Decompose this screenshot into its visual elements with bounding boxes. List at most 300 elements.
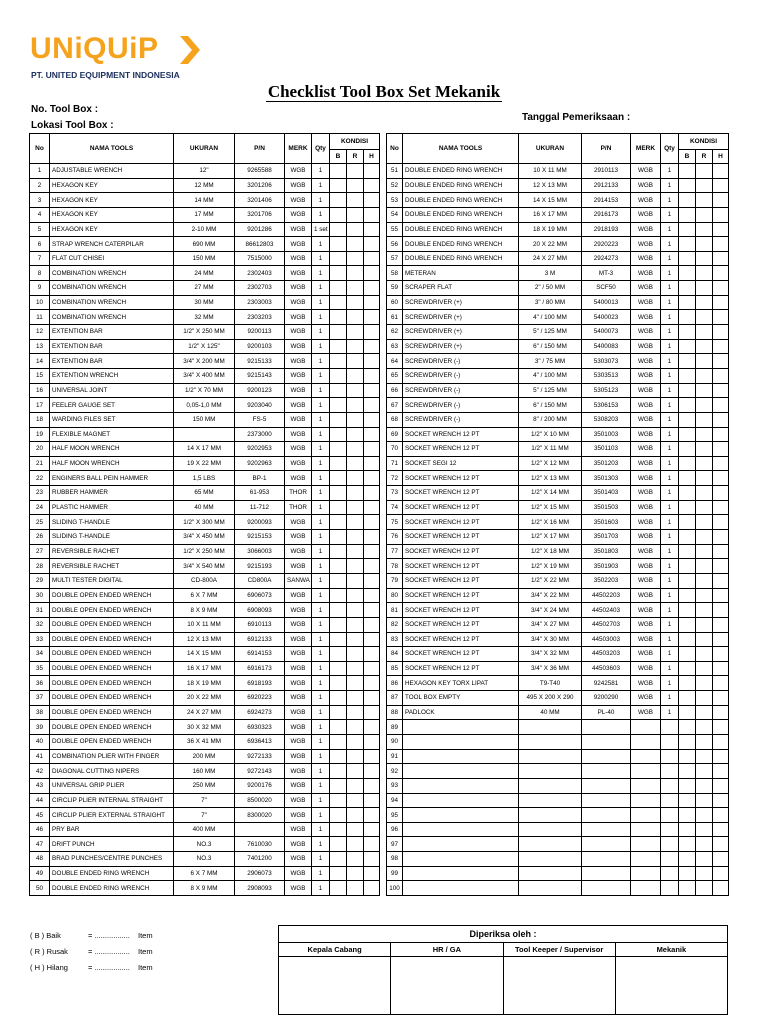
kondisi-r-checkbox[interactable] (347, 691, 364, 706)
sig-box-kepala-cabang[interactable] (279, 957, 391, 1015)
kondisi-h-checkbox[interactable] (713, 222, 729, 237)
kondisi-b-checkbox[interactable] (679, 207, 696, 222)
sig-box-mekanik[interactable] (615, 957, 727, 1015)
kondisi-h-checkbox[interactable] (713, 691, 729, 706)
kondisi-r-checkbox[interactable] (347, 515, 364, 530)
kondisi-b-checkbox[interactable] (330, 325, 347, 340)
kondisi-r-checkbox[interactable] (347, 237, 364, 252)
kondisi-h-checkbox[interactable] (713, 837, 729, 852)
kondisi-b-checkbox[interactable] (330, 764, 347, 779)
kondisi-h-checkbox[interactable] (364, 808, 380, 823)
kondisi-r-checkbox[interactable] (347, 354, 364, 369)
kondisi-r-checkbox[interactable] (696, 837, 713, 852)
kondisi-h-checkbox[interactable] (364, 749, 380, 764)
kondisi-h-checkbox[interactable] (713, 632, 729, 647)
kondisi-r-checkbox[interactable] (347, 705, 364, 720)
kondisi-h-checkbox[interactable] (364, 632, 380, 647)
kondisi-b-checkbox[interactable] (679, 866, 696, 881)
kondisi-h-checkbox[interactable] (713, 368, 729, 383)
kondisi-b-checkbox[interactable] (679, 603, 696, 618)
kondisi-r-checkbox[interactable] (696, 193, 713, 208)
kondisi-h-checkbox[interactable] (713, 588, 729, 603)
kondisi-h-checkbox[interactable] (713, 193, 729, 208)
kondisi-r-checkbox[interactable] (347, 207, 364, 222)
kondisi-b-checkbox[interactable] (330, 222, 347, 237)
kondisi-r-checkbox[interactable] (347, 412, 364, 427)
kondisi-b-checkbox[interactable] (679, 573, 696, 588)
kondisi-r-checkbox[interactable] (696, 705, 713, 720)
kondisi-b-checkbox[interactable] (330, 866, 347, 881)
kondisi-b-checkbox[interactable] (330, 500, 347, 515)
kondisi-b-checkbox[interactable] (679, 266, 696, 281)
kondisi-h-checkbox[interactable] (364, 368, 380, 383)
kondisi-r-checkbox[interactable] (696, 515, 713, 530)
kondisi-b-checkbox[interactable] (679, 588, 696, 603)
kondisi-h-checkbox[interactable] (713, 778, 729, 793)
kondisi-b-checkbox[interactable] (330, 266, 347, 281)
kondisi-h-checkbox[interactable] (364, 354, 380, 369)
kondisi-r-checkbox[interactable] (347, 749, 364, 764)
kondisi-b-checkbox[interactable] (679, 764, 696, 779)
kondisi-h-checkbox[interactable] (364, 266, 380, 281)
kondisi-r-checkbox[interactable] (696, 691, 713, 706)
kondisi-b-checkbox[interactable] (330, 251, 347, 266)
kondisi-h-checkbox[interactable] (713, 734, 729, 749)
kondisi-h-checkbox[interactable] (364, 471, 380, 486)
kondisi-h-checkbox[interactable] (364, 500, 380, 515)
kondisi-r-checkbox[interactable] (347, 178, 364, 193)
kondisi-b-checkbox[interactable] (679, 881, 696, 896)
kondisi-h-checkbox[interactable] (713, 852, 729, 867)
kondisi-b-checkbox[interactable] (679, 471, 696, 486)
kondisi-r-checkbox[interactable] (696, 471, 713, 486)
kondisi-r-checkbox[interactable] (696, 808, 713, 823)
kondisi-h-checkbox[interactable] (713, 295, 729, 310)
kondisi-h-checkbox[interactable] (364, 310, 380, 325)
kondisi-r-checkbox[interactable] (347, 603, 364, 618)
kondisi-b-checkbox[interactable] (330, 720, 347, 735)
kondisi-r-checkbox[interactable] (696, 412, 713, 427)
sig-box-hr-ga[interactable] (391, 957, 503, 1015)
kondisi-h-checkbox[interactable] (364, 720, 380, 735)
kondisi-r-checkbox[interactable] (696, 764, 713, 779)
kondisi-h-checkbox[interactable] (713, 808, 729, 823)
kondisi-h-checkbox[interactable] (713, 486, 729, 501)
kondisi-r-checkbox[interactable] (347, 442, 364, 457)
kondisi-h-checkbox[interactable] (364, 603, 380, 618)
kondisi-r-checkbox[interactable] (347, 339, 364, 354)
kondisi-b-checkbox[interactable] (330, 178, 347, 193)
kondisi-b-checkbox[interactable] (330, 530, 347, 545)
kondisi-b-checkbox[interactable] (330, 368, 347, 383)
kondisi-b-checkbox[interactable] (330, 471, 347, 486)
kondisi-b-checkbox[interactable] (679, 500, 696, 515)
kondisi-h-checkbox[interactable] (364, 383, 380, 398)
kondisi-b-checkbox[interactable] (679, 837, 696, 852)
kondisi-h-checkbox[interactable] (364, 764, 380, 779)
kondisi-h-checkbox[interactable] (364, 778, 380, 793)
kondisi-r-checkbox[interactable] (696, 339, 713, 354)
kondisi-r-checkbox[interactable] (696, 486, 713, 501)
kondisi-b-checkbox[interactable] (679, 852, 696, 867)
kondisi-r-checkbox[interactable] (347, 720, 364, 735)
kondisi-b-checkbox[interactable] (330, 295, 347, 310)
kondisi-h-checkbox[interactable] (364, 573, 380, 588)
kondisi-b-checkbox[interactable] (330, 193, 347, 208)
kondisi-b-checkbox[interactable] (679, 559, 696, 574)
kondisi-r-checkbox[interactable] (696, 852, 713, 867)
kondisi-b-checkbox[interactable] (679, 749, 696, 764)
kondisi-r-checkbox[interactable] (347, 251, 364, 266)
kondisi-h-checkbox[interactable] (713, 676, 729, 691)
kondisi-r-checkbox[interactable] (696, 398, 713, 413)
kondisi-b-checkbox[interactable] (679, 222, 696, 237)
kondisi-h-checkbox[interactable] (364, 281, 380, 296)
kondisi-b-checkbox[interactable] (330, 456, 347, 471)
kondisi-h-checkbox[interactable] (364, 734, 380, 749)
kondisi-b-checkbox[interactable] (330, 412, 347, 427)
kondisi-r-checkbox[interactable] (347, 281, 364, 296)
kondisi-h-checkbox[interactable] (713, 544, 729, 559)
kondisi-h-checkbox[interactable] (713, 764, 729, 779)
kondisi-b-checkbox[interactable] (679, 632, 696, 647)
kondisi-b-checkbox[interactable] (679, 456, 696, 471)
kondisi-h-checkbox[interactable] (364, 251, 380, 266)
kondisi-r-checkbox[interactable] (696, 456, 713, 471)
kondisi-h-checkbox[interactable] (364, 295, 380, 310)
kondisi-h-checkbox[interactable] (364, 852, 380, 867)
kondisi-r-checkbox[interactable] (696, 251, 713, 266)
kondisi-r-checkbox[interactable] (696, 354, 713, 369)
kondisi-r-checkbox[interactable] (696, 544, 713, 559)
kondisi-r-checkbox[interactable] (696, 881, 713, 896)
kondisi-b-checkbox[interactable] (679, 676, 696, 691)
kondisi-h-checkbox[interactable] (713, 442, 729, 457)
kondisi-b-checkbox[interactable] (330, 852, 347, 867)
kondisi-b-checkbox[interactable] (679, 354, 696, 369)
kondisi-h-checkbox[interactable] (364, 837, 380, 852)
kondisi-b-checkbox[interactable] (679, 368, 696, 383)
kondisi-b-checkbox[interactable] (679, 822, 696, 837)
kondisi-r-checkbox[interactable] (696, 442, 713, 457)
kondisi-b-checkbox[interactable] (679, 193, 696, 208)
kondisi-r-checkbox[interactable] (347, 734, 364, 749)
kondisi-b-checkbox[interactable] (330, 808, 347, 823)
kondisi-b-checkbox[interactable] (330, 164, 347, 179)
kondisi-b-checkbox[interactable] (330, 281, 347, 296)
kondisi-h-checkbox[interactable] (364, 456, 380, 471)
kondisi-b-checkbox[interactable] (330, 837, 347, 852)
kondisi-h-checkbox[interactable] (713, 471, 729, 486)
kondisi-b-checkbox[interactable] (679, 617, 696, 632)
kondisi-b-checkbox[interactable] (679, 705, 696, 720)
kondisi-h-checkbox[interactable] (713, 398, 729, 413)
kondisi-h-checkbox[interactable] (364, 427, 380, 442)
kondisi-b-checkbox[interactable] (679, 398, 696, 413)
kondisi-b-checkbox[interactable] (679, 325, 696, 340)
kondisi-h-checkbox[interactable] (364, 676, 380, 691)
kondisi-r-checkbox[interactable] (347, 456, 364, 471)
kondisi-b-checkbox[interactable] (679, 808, 696, 823)
kondisi-b-checkbox[interactable] (679, 383, 696, 398)
kondisi-r-checkbox[interactable] (696, 822, 713, 837)
kondisi-r-checkbox[interactable] (696, 178, 713, 193)
kondisi-b-checkbox[interactable] (679, 339, 696, 354)
kondisi-h-checkbox[interactable] (364, 588, 380, 603)
kondisi-h-checkbox[interactable] (713, 339, 729, 354)
kondisi-b-checkbox[interactable] (679, 793, 696, 808)
kondisi-r-checkbox[interactable] (696, 164, 713, 179)
kondisi-r-checkbox[interactable] (347, 852, 364, 867)
kondisi-h-checkbox[interactable] (713, 310, 729, 325)
kondisi-b-checkbox[interactable] (330, 881, 347, 896)
kondisi-b-checkbox[interactable] (679, 778, 696, 793)
kondisi-b-checkbox[interactable] (679, 544, 696, 559)
kondisi-r-checkbox[interactable] (347, 544, 364, 559)
kondisi-b-checkbox[interactable] (330, 310, 347, 325)
kondisi-r-checkbox[interactable] (347, 588, 364, 603)
kondisi-h-checkbox[interactable] (364, 866, 380, 881)
kondisi-b-checkbox[interactable] (330, 339, 347, 354)
kondisi-r-checkbox[interactable] (696, 734, 713, 749)
kondisi-b-checkbox[interactable] (330, 398, 347, 413)
kondisi-r-checkbox[interactable] (696, 559, 713, 574)
kondisi-b-checkbox[interactable] (330, 207, 347, 222)
kondisi-r-checkbox[interactable] (696, 866, 713, 881)
kondisi-b-checkbox[interactable] (679, 164, 696, 179)
kondisi-h-checkbox[interactable] (364, 647, 380, 662)
kondisi-b-checkbox[interactable] (679, 178, 696, 193)
kondisi-r-checkbox[interactable] (347, 471, 364, 486)
kondisi-r-checkbox[interactable] (696, 266, 713, 281)
kondisi-b-checkbox[interactable] (330, 544, 347, 559)
kondisi-r-checkbox[interactable] (347, 764, 364, 779)
kondisi-r-checkbox[interactable] (696, 588, 713, 603)
kondisi-r-checkbox[interactable] (696, 793, 713, 808)
kondisi-b-checkbox[interactable] (679, 295, 696, 310)
kondisi-r-checkbox[interactable] (347, 573, 364, 588)
kondisi-r-checkbox[interactable] (696, 778, 713, 793)
kondisi-r-checkbox[interactable] (696, 647, 713, 662)
kondisi-h-checkbox[interactable] (713, 661, 729, 676)
kondisi-r-checkbox[interactable] (696, 661, 713, 676)
kondisi-h-checkbox[interactable] (364, 222, 380, 237)
kondisi-h-checkbox[interactable] (364, 661, 380, 676)
kondisi-b-checkbox[interactable] (330, 383, 347, 398)
kondisi-r-checkbox[interactable] (347, 676, 364, 691)
kondisi-b-checkbox[interactable] (330, 749, 347, 764)
kondisi-r-checkbox[interactable] (696, 603, 713, 618)
kondisi-r-checkbox[interactable] (347, 295, 364, 310)
kondisi-b-checkbox[interactable] (330, 734, 347, 749)
kondisi-b-checkbox[interactable] (330, 442, 347, 457)
kondisi-b-checkbox[interactable] (679, 734, 696, 749)
kondisi-h-checkbox[interactable] (364, 339, 380, 354)
kondisi-b-checkbox[interactable] (330, 427, 347, 442)
kondisi-h-checkbox[interactable] (364, 822, 380, 837)
kondisi-r-checkbox[interactable] (347, 427, 364, 442)
kondisi-b-checkbox[interactable] (330, 237, 347, 252)
kondisi-b-checkbox[interactable] (679, 251, 696, 266)
kondisi-h-checkbox[interactable] (713, 866, 729, 881)
kondisi-h-checkbox[interactable] (713, 237, 729, 252)
kondisi-h-checkbox[interactable] (713, 793, 729, 808)
kondisi-r-checkbox[interactable] (347, 164, 364, 179)
kondisi-r-checkbox[interactable] (347, 325, 364, 340)
kondisi-r-checkbox[interactable] (347, 530, 364, 545)
kondisi-b-checkbox[interactable] (330, 486, 347, 501)
kondisi-h-checkbox[interactable] (364, 164, 380, 179)
kondisi-b-checkbox[interactable] (330, 691, 347, 706)
kondisi-r-checkbox[interactable] (347, 368, 364, 383)
kondisi-h-checkbox[interactable] (713, 617, 729, 632)
kondisi-r-checkbox[interactable] (696, 632, 713, 647)
kondisi-b-checkbox[interactable] (330, 617, 347, 632)
kondisi-h-checkbox[interactable] (713, 822, 729, 837)
kondisi-h-checkbox[interactable] (713, 603, 729, 618)
kondisi-r-checkbox[interactable] (696, 530, 713, 545)
kondisi-r-checkbox[interactable] (696, 295, 713, 310)
kondisi-h-checkbox[interactable] (364, 691, 380, 706)
kondisi-b-checkbox[interactable] (330, 515, 347, 530)
kondisi-b-checkbox[interactable] (330, 676, 347, 691)
kondisi-b-checkbox[interactable] (679, 427, 696, 442)
kondisi-h-checkbox[interactable] (713, 412, 729, 427)
kondisi-r-checkbox[interactable] (347, 881, 364, 896)
kondisi-r-checkbox[interactable] (696, 222, 713, 237)
kondisi-h-checkbox[interactable] (713, 383, 729, 398)
kondisi-r-checkbox[interactable] (347, 222, 364, 237)
kondisi-b-checkbox[interactable] (330, 573, 347, 588)
kondisi-r-checkbox[interactable] (347, 398, 364, 413)
kondisi-b-checkbox[interactable] (330, 603, 347, 618)
kondisi-r-checkbox[interactable] (696, 573, 713, 588)
kondisi-b-checkbox[interactable] (330, 354, 347, 369)
kondisi-r-checkbox[interactable] (696, 310, 713, 325)
kondisi-r-checkbox[interactable] (347, 866, 364, 881)
kondisi-r-checkbox[interactable] (696, 325, 713, 340)
kondisi-b-checkbox[interactable] (330, 778, 347, 793)
kondisi-h-checkbox[interactable] (364, 398, 380, 413)
kondisi-h-checkbox[interactable] (364, 178, 380, 193)
kondisi-h-checkbox[interactable] (364, 793, 380, 808)
kondisi-b-checkbox[interactable] (679, 281, 696, 296)
kondisi-h-checkbox[interactable] (713, 705, 729, 720)
kondisi-h-checkbox[interactable] (713, 281, 729, 296)
kondisi-b-checkbox[interactable] (330, 588, 347, 603)
kondisi-h-checkbox[interactable] (364, 515, 380, 530)
kondisi-h-checkbox[interactable] (713, 647, 729, 662)
kondisi-h-checkbox[interactable] (364, 544, 380, 559)
kondisi-h-checkbox[interactable] (713, 178, 729, 193)
kondisi-r-checkbox[interactable] (347, 793, 364, 808)
kondisi-r-checkbox[interactable] (696, 617, 713, 632)
kondisi-b-checkbox[interactable] (679, 412, 696, 427)
kondisi-h-checkbox[interactable] (364, 617, 380, 632)
kondisi-r-checkbox[interactable] (696, 368, 713, 383)
kondisi-b-checkbox[interactable] (330, 661, 347, 676)
kondisi-h-checkbox[interactable] (713, 207, 729, 222)
kondisi-h-checkbox[interactable] (713, 749, 729, 764)
kondisi-h-checkbox[interactable] (713, 266, 729, 281)
kondisi-r-checkbox[interactable] (347, 500, 364, 515)
kondisi-h-checkbox[interactable] (364, 193, 380, 208)
kondisi-r-checkbox[interactable] (696, 207, 713, 222)
kondisi-r-checkbox[interactable] (347, 383, 364, 398)
sig-box-tool-keeper[interactable] (503, 957, 615, 1015)
kondisi-b-checkbox[interactable] (679, 442, 696, 457)
kondisi-r-checkbox[interactable] (696, 676, 713, 691)
kondisi-b-checkbox[interactable] (679, 661, 696, 676)
kondisi-r-checkbox[interactable] (696, 383, 713, 398)
kondisi-b-checkbox[interactable] (679, 237, 696, 252)
kondisi-h-checkbox[interactable] (713, 251, 729, 266)
kondisi-r-checkbox[interactable] (696, 720, 713, 735)
kondisi-h-checkbox[interactable] (713, 354, 729, 369)
kondisi-r-checkbox[interactable] (347, 559, 364, 574)
kondisi-h-checkbox[interactable] (364, 325, 380, 340)
kondisi-h-checkbox[interactable] (713, 530, 729, 545)
kondisi-r-checkbox[interactable] (696, 237, 713, 252)
kondisi-r-checkbox[interactable] (696, 500, 713, 515)
kondisi-b-checkbox[interactable] (679, 530, 696, 545)
kondisi-r-checkbox[interactable] (347, 837, 364, 852)
kondisi-h-checkbox[interactable] (364, 559, 380, 574)
kondisi-r-checkbox[interactable] (347, 778, 364, 793)
kondisi-h-checkbox[interactable] (364, 207, 380, 222)
kondisi-b-checkbox[interactable] (679, 647, 696, 662)
kondisi-h-checkbox[interactable] (364, 412, 380, 427)
kondisi-r-checkbox[interactable] (347, 808, 364, 823)
kondisi-h-checkbox[interactable] (713, 456, 729, 471)
kondisi-b-checkbox[interactable] (330, 793, 347, 808)
kondisi-r-checkbox[interactable] (347, 617, 364, 632)
kondisi-r-checkbox[interactable] (347, 310, 364, 325)
kondisi-h-checkbox[interactable] (713, 720, 729, 735)
kondisi-h-checkbox[interactable] (713, 427, 729, 442)
kondisi-h-checkbox[interactable] (364, 705, 380, 720)
kondisi-r-checkbox[interactable] (696, 281, 713, 296)
kondisi-h-checkbox[interactable] (713, 515, 729, 530)
kondisi-r-checkbox[interactable] (347, 822, 364, 837)
kondisi-b-checkbox[interactable] (679, 515, 696, 530)
kondisi-b-checkbox[interactable] (330, 705, 347, 720)
kondisi-h-checkbox[interactable] (713, 500, 729, 515)
kondisi-b-checkbox[interactable] (330, 647, 347, 662)
kondisi-b-checkbox[interactable] (330, 822, 347, 837)
kondisi-r-checkbox[interactable] (696, 427, 713, 442)
kondisi-h-checkbox[interactable] (713, 881, 729, 896)
kondisi-r-checkbox[interactable] (347, 632, 364, 647)
kondisi-b-checkbox[interactable] (330, 632, 347, 647)
kondisi-h-checkbox[interactable] (364, 237, 380, 252)
kondisi-b-checkbox[interactable] (679, 691, 696, 706)
kondisi-h-checkbox[interactable] (364, 530, 380, 545)
kondisi-h-checkbox[interactable] (364, 881, 380, 896)
kondisi-b-checkbox[interactable] (330, 559, 347, 574)
kondisi-r-checkbox[interactable] (347, 647, 364, 662)
kondisi-h-checkbox[interactable] (713, 325, 729, 340)
kondisi-b-checkbox[interactable] (679, 486, 696, 501)
kondisi-r-checkbox[interactable] (347, 193, 364, 208)
kondisi-b-checkbox[interactable] (679, 720, 696, 735)
kondisi-h-checkbox[interactable] (713, 573, 729, 588)
kondisi-h-checkbox[interactable] (364, 442, 380, 457)
kondisi-h-checkbox[interactable] (713, 164, 729, 179)
kondisi-h-checkbox[interactable] (713, 559, 729, 574)
kondisi-b-checkbox[interactable] (679, 310, 696, 325)
kondisi-r-checkbox[interactable] (347, 486, 364, 501)
